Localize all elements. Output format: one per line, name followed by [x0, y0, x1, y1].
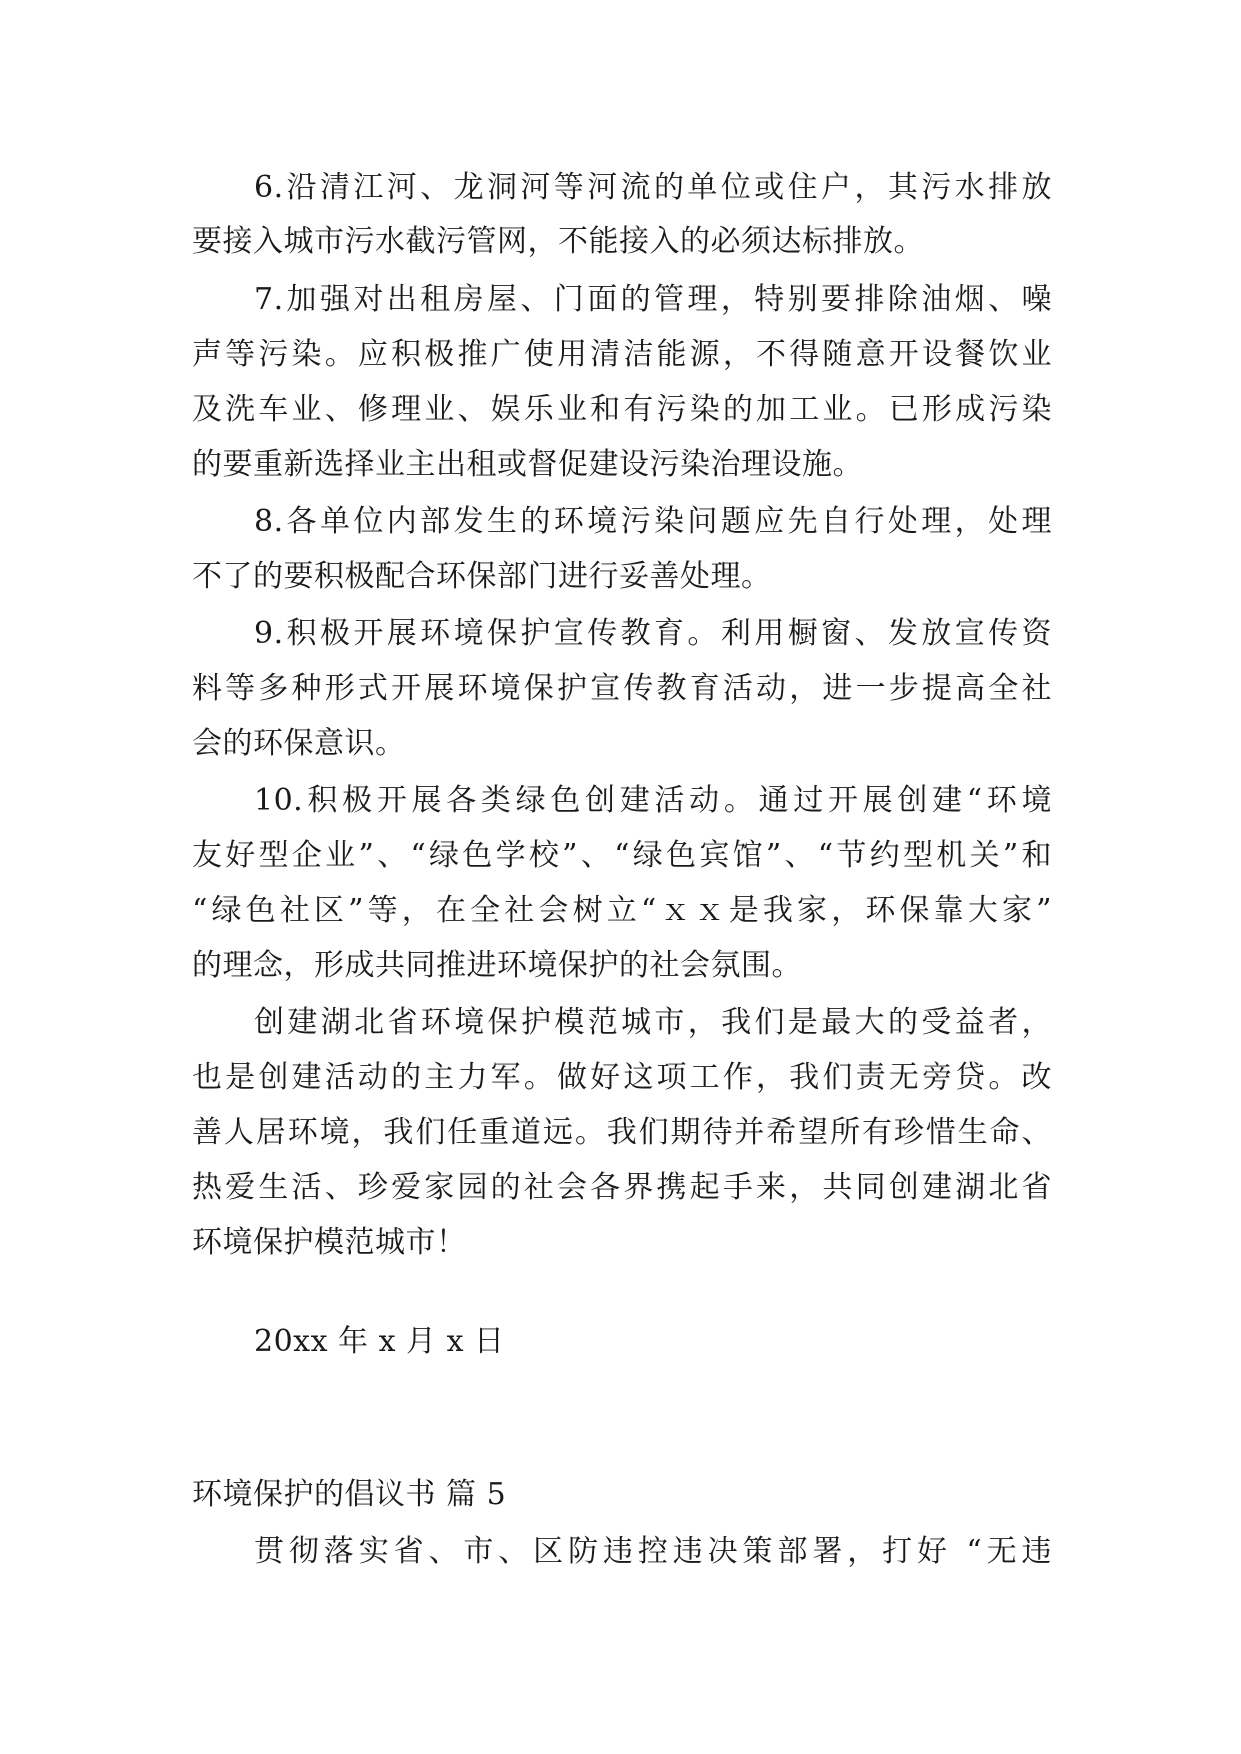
- paragraph-6-line-1: 6.沿清江河、龙洞河等河流的单位或住户，其污水排放: [254, 170, 1052, 205]
- section-heading: 环境保护的倡议书 篇 5: [192, 1477, 507, 1512]
- paragraph-7-line-4: 的要重新选择业主出租或督促建设污染治理设施。: [192, 447, 863, 482]
- section-5-paragraph-line-1: 贯彻落实省、市、区防违控违决策部署，打好 “无违: [254, 1534, 1052, 1569]
- paragraph-10-line-4: 的理念，形成共同推进环境保护的社会氛围。: [192, 948, 802, 983]
- closing-paragraph-line-5: 环境保护模范城市！: [192, 1225, 467, 1260]
- paragraph-6-line-2: 要接入城市污水截污管网，不能接入的必须达标排放。: [192, 224, 924, 259]
- paragraph-8-line-1: 8.各单位内部发生的环境污染问题应先自行处理，处理: [254, 504, 1052, 539]
- paragraph-10-line-2: 友好型企业”、“绿色学校”、“绿色宾馆”、“节约型机关”和: [192, 838, 1052, 873]
- closing-paragraph-line-2: 也是创建活动的主力军。做好这项工作，我们责无旁贷。改: [192, 1060, 1052, 1095]
- date-line: 20xx 年 x 月 x 日: [254, 1324, 505, 1359]
- paragraph-8-line-2: 不了的要积极配合环保部门进行妥善处理。: [192, 559, 772, 594]
- paragraph-10-line-3: “绿色社区”等，在全社会树立“ｘｘ是我家，环保靠大家”: [192, 893, 1052, 928]
- paragraph-7-line-1: 7.加强对出租房屋、门面的管理，特别要排除油烟、噪: [254, 282, 1052, 317]
- paragraph-9-line-1: 9.积极开展环境保护宣传教育。利用橱窗、发放宣传资: [254, 616, 1052, 651]
- paragraph-7-line-3: 及洗车业、修理业、娱乐业和有污染的加工业。已形成污染: [192, 392, 1052, 427]
- closing-paragraph-line-4: 热爱生活、珍爱家园的社会各界携起手来，共同创建湖北省: [192, 1170, 1052, 1205]
- paragraph-9-line-2: 料等多种形式开展环境保护宣传教育活动，进一步提高全社: [192, 671, 1052, 706]
- closing-paragraph-line-1: 创建湖北省环境保护模范城市，我们是最大的受益者，: [254, 1005, 1052, 1040]
- paragraph-9-line-3: 会的环保意识。: [192, 726, 406, 761]
- paragraph-7-line-2: 声等污染。应积极推广使用清洁能源，不得随意开设餐饮业: [192, 337, 1052, 372]
- paragraph-10-line-1: 10.积极开展各类绿色创建活动。通过开展创建“环境: [254, 783, 1052, 818]
- closing-paragraph-line-3: 善人居环境，我们任重道远。我们期待并希望所有珍惜生命、: [192, 1115, 1052, 1150]
